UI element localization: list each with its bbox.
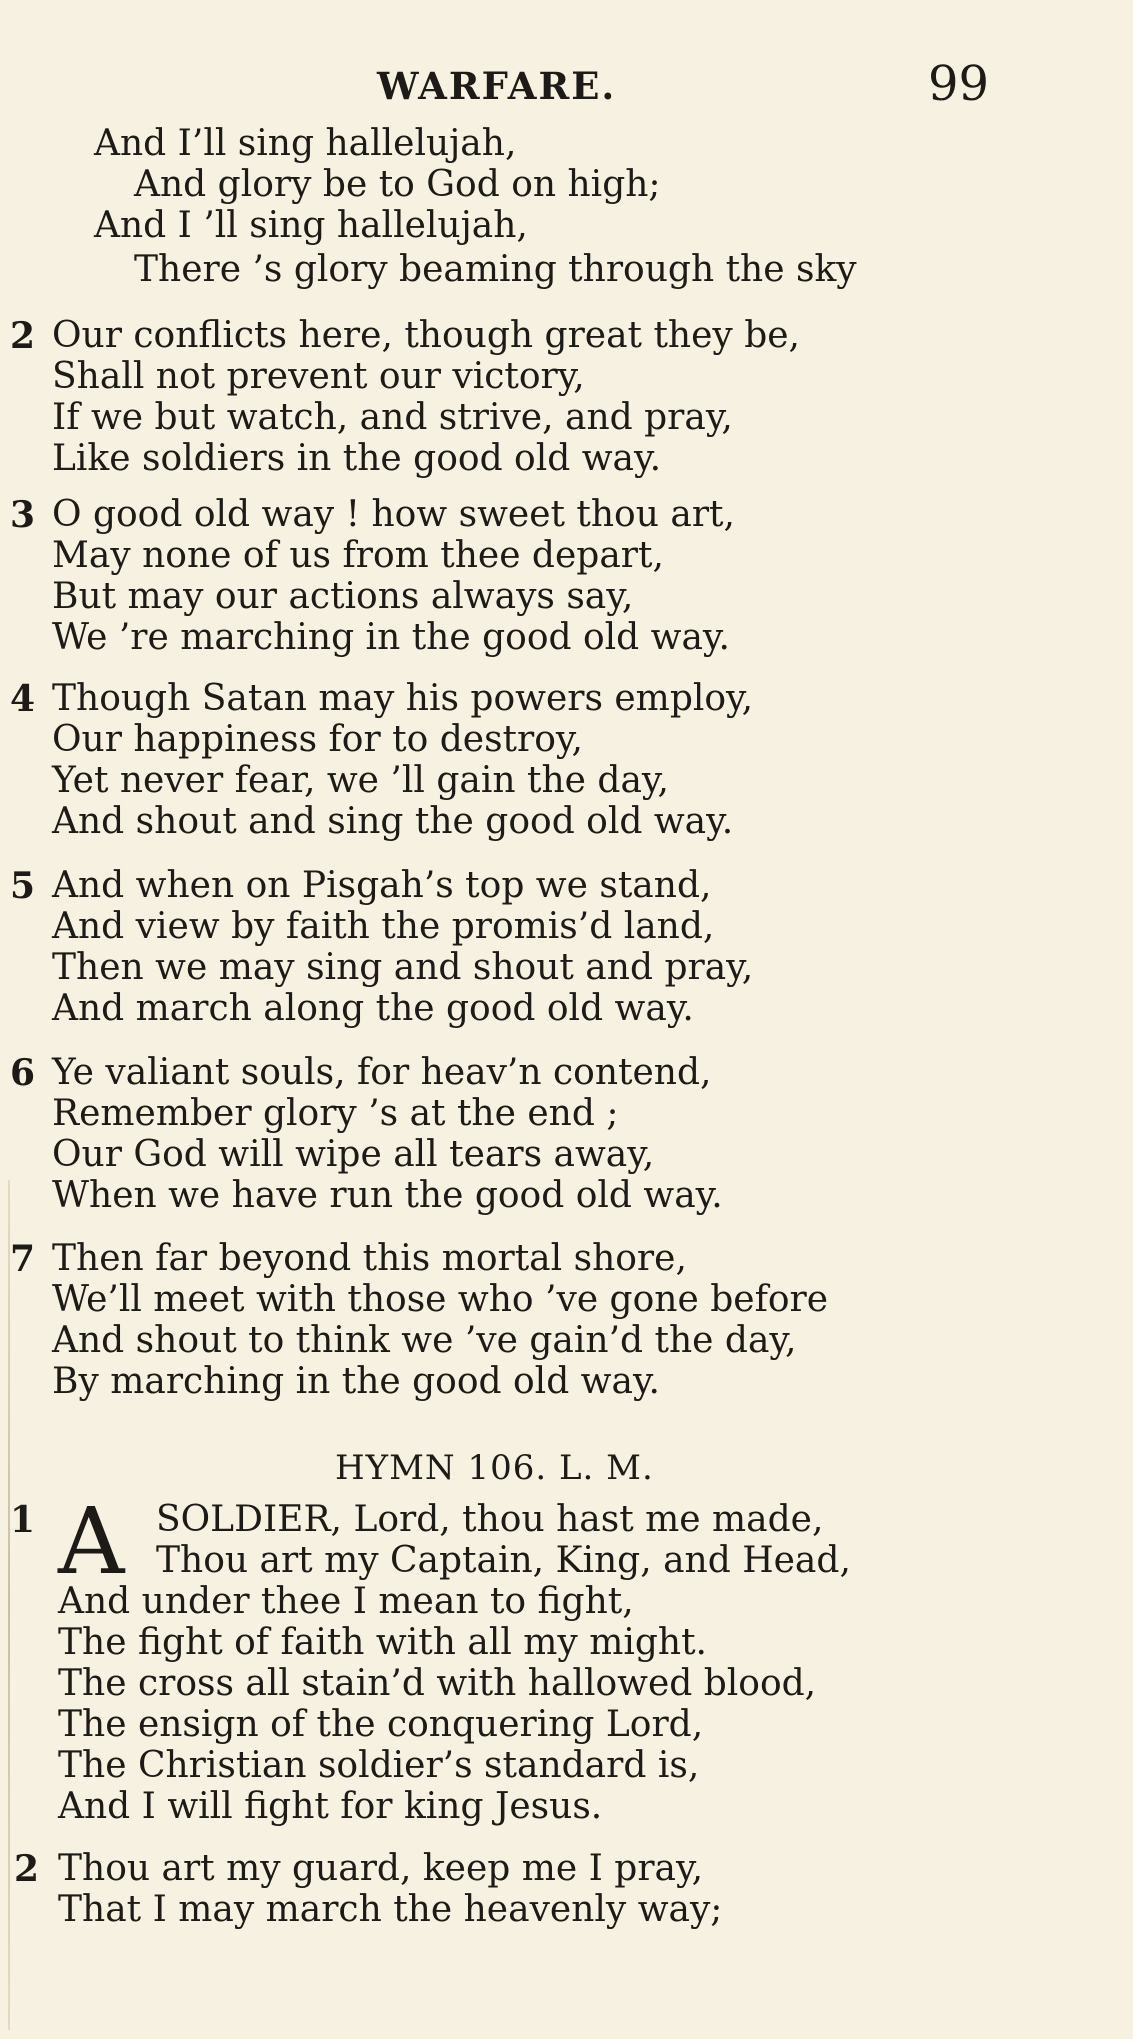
verse-line: May none of us from thee depart, <box>52 535 664 576</box>
page-edge <box>8 1180 10 2030</box>
verse-line: And march along the good old way. <box>52 988 694 1029</box>
verse-line: Thou art my guard, keep me I pray, <box>58 1848 704 1889</box>
verse-line: The Christian soldier’s standard is, <box>58 1745 700 1786</box>
verse-line: But may our actions always say, <box>52 576 634 617</box>
verse-line: Our happiness for to destroy, <box>52 719 583 760</box>
verse-number: 3 <box>10 494 36 536</box>
verse-line: Our God will wipe all tears away, <box>52 1134 655 1175</box>
verse-line: O good old way ! how sweet thou art, <box>52 494 735 535</box>
verse-line: Though Satan may his powers employ, <box>52 678 754 719</box>
verse-line: And shout to think we ’ve gain’d the day, <box>52 1320 797 1361</box>
verse-number: 4 <box>10 678 36 720</box>
verse-number: 2 <box>10 315 36 357</box>
verse-line: We’ll meet with those who ’ve gone before <box>52 1279 829 1320</box>
chorus-line: There ’s glory beaming through the sky <box>134 249 857 290</box>
chorus-line: And glory be to God on high; <box>134 164 661 205</box>
verse-line: And view by faith the promis’d land, <box>52 906 715 947</box>
verse-line: Ye valiant souls, for heav’n contend, <box>52 1052 712 1093</box>
verse-line: And I will fight for king Jesus. <box>58 1786 603 1827</box>
verse-line: Like soldiers in the good old way. <box>52 438 662 479</box>
verse-number: 6 <box>10 1052 36 1094</box>
verse-line: Then we may sing and shout and pray, <box>52 947 754 988</box>
verse-line: The fight of faith with all my might. <box>58 1622 708 1663</box>
chorus-line: And I ’ll sing hallelujah, <box>94 205 528 246</box>
verse-line: By marching in the good old way. <box>52 1361 660 1402</box>
verse-line: Then far beyond this mortal shore, <box>52 1238 687 1279</box>
running-title: WARFARE. <box>377 64 617 108</box>
verse-line: Shall not prevent our victory, <box>52 356 585 397</box>
verse-line: SOLDIER, Lord, thou hast me made, <box>156 1499 824 1540</box>
verse-line: If we but watch, and strive, and pray, <box>52 397 733 438</box>
verse-line: Thou art my Captain, King, and Head, <box>156 1540 851 1581</box>
verse-line: And shout and sing the good old way. <box>52 801 734 842</box>
verse-line: The ensign of the conquering Lord, <box>58 1704 704 1745</box>
verse-line: We ’re marching in the good old way. <box>52 617 730 658</box>
drop-cap: A <box>58 1488 125 1595</box>
page-header <box>0 56 1133 116</box>
verse-line: And under thee I mean to fight, <box>58 1581 634 1622</box>
verse-line: Our conflicts here, though great they be, <box>52 315 800 356</box>
verse-line: That I may march the heavenly way; <box>58 1889 723 1930</box>
verse-line: Remember glory ’s at the end ; <box>52 1093 619 1134</box>
verse-number: 1 <box>10 1499 36 1541</box>
verse-line: And when on Pisgah’s top we stand, <box>52 865 712 906</box>
verse-line: The cross all stain’d with hallowed blood, <box>58 1663 817 1704</box>
page-number: 99 <box>928 56 990 112</box>
verse-number: 7 <box>10 1238 36 1280</box>
verse-number: 5 <box>10 865 36 907</box>
verse-number: 2 <box>14 1848 40 1890</box>
verse-line: When we have run the good old way. <box>52 1175 723 1216</box>
hymn-heading: HYMN 106. L. M. <box>335 1448 654 1488</box>
chorus-line: And I’ll sing hallelujah, <box>94 123 517 164</box>
verse-line: Yet never fear, we ’ll gain the day, <box>52 760 669 801</box>
